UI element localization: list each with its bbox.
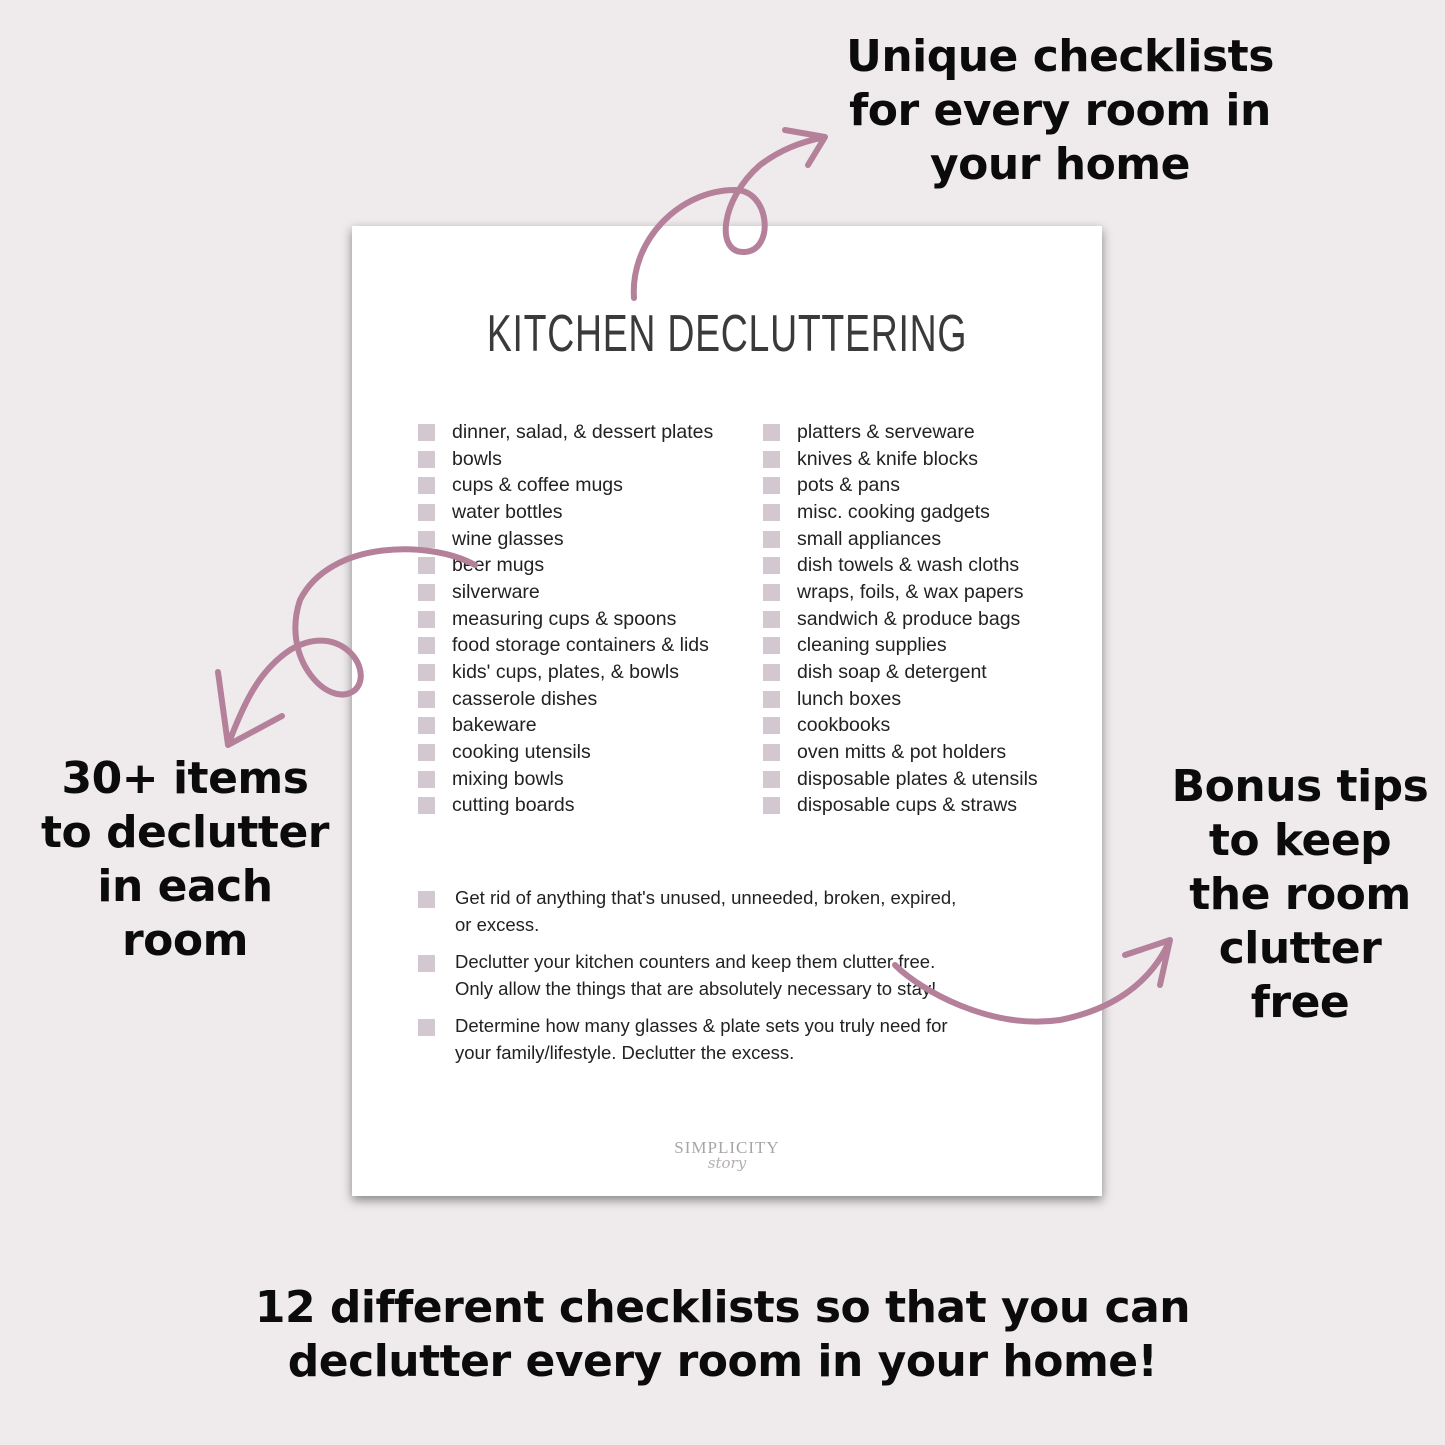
checklist-item: [418, 526, 713, 553]
annotation-line: Unique checklists: [846, 31, 1274, 82]
checkbox[interactable]: [763, 424, 780, 441]
tip-text: [455, 884, 956, 938]
checklist-item-label: wraps, foils, & wax papers: [797, 580, 1024, 603]
checkbox[interactable]: [763, 477, 780, 494]
checklist-item-label: cooking utensils: [452, 741, 591, 764]
checklist-item: [763, 579, 1038, 606]
checklist-item: [763, 552, 1038, 579]
checkbox[interactable]: [418, 531, 435, 548]
checklist-item: [418, 499, 713, 526]
checklist-item: [763, 472, 1038, 499]
tip-text: [455, 948, 936, 1002]
checklist-item: [763, 419, 1038, 446]
annotation-line: for every room in: [849, 85, 1271, 136]
checklist-item: [418, 659, 713, 686]
tip-item: [418, 948, 1058, 1002]
checklist-item-label: oven mitts & pot holders: [797, 741, 1007, 764]
annotation-line: 30+ items: [61, 753, 309, 804]
checklist-item: [418, 793, 713, 820]
checklist-item: [418, 633, 713, 660]
checklist-item-label: platters & serveware: [797, 420, 975, 443]
checklist-item-label: wine glasses: [452, 527, 564, 550]
checkbox[interactable]: [418, 504, 435, 521]
checkbox[interactable]: [418, 691, 435, 708]
checklist-item: [418, 579, 713, 606]
checklist-item-label: dish soap & detergent: [797, 661, 987, 684]
annotation-line: room: [121, 915, 248, 966]
checklist-item-label: sandwich & produce bags: [797, 607, 1021, 630]
checklist-item: [418, 472, 713, 499]
tips-list: [418, 884, 1058, 1076]
tip-item: [418, 1012, 1058, 1066]
tip-item: [418, 884, 1058, 938]
checkbox[interactable]: [418, 1019, 435, 1036]
checklist-item-label: bowls: [452, 447, 502, 470]
checkbox[interactable]: [418, 477, 435, 494]
checklist-item-label: food storage containers & lids: [452, 634, 709, 657]
checkbox[interactable]: [763, 771, 780, 788]
tip-line: Get rid of anything that's unused, unneeded, broken, expired,: [455, 887, 957, 908]
checkbox[interactable]: [418, 891, 435, 908]
checklist-item: [418, 419, 713, 446]
checklist-title: KITCHEN DECLUTTERING: [486, 305, 968, 363]
checklist-item-label: mixing bowls: [452, 767, 564, 790]
checklist-item: [418, 552, 713, 579]
tip-line: Determine how many glasses & plate sets you truly need for: [455, 1015, 948, 1036]
right-item-column: [763, 419, 1038, 819]
checkbox[interactable]: [763, 797, 780, 814]
checklist-item: [763, 713, 1038, 740]
checkbox[interactable]: [763, 584, 780, 601]
checkbox[interactable]: [418, 424, 435, 441]
checkbox[interactable]: [418, 797, 435, 814]
checklist-item: [418, 739, 713, 766]
checklist-item: [763, 526, 1038, 553]
checklist-item: [763, 766, 1038, 793]
checklist-item: [763, 686, 1038, 713]
checklist-item-label: beer mugs: [452, 554, 545, 577]
checkbox[interactable]: [763, 637, 780, 654]
checklist-item: [763, 659, 1038, 686]
checkbox[interactable]: [763, 611, 780, 628]
left-item-column: [418, 419, 713, 819]
checkbox[interactable]: [418, 771, 435, 788]
tip-text: [455, 1012, 948, 1066]
checklist-item-label: cutting boards: [452, 794, 575, 817]
annotation-bonus-tips: [1160, 760, 1440, 1030]
checkbox[interactable]: [418, 584, 435, 601]
annotation-line: to declutter: [40, 807, 329, 858]
checklist-page: [352, 226, 1102, 1196]
checklist-item-label: kids' cups, plates, & bowls: [452, 661, 679, 684]
checkbox[interactable]: [418, 611, 435, 628]
annotation-twelve-checklists: [0, 1281, 1445, 1389]
tip-line: your family/lifestyle. Declutter the excess.: [455, 1042, 795, 1063]
checkbox[interactable]: [418, 637, 435, 654]
checklist-item-label: bakeware: [452, 714, 537, 737]
checkbox[interactable]: [763, 717, 780, 734]
checkbox[interactable]: [418, 664, 435, 681]
checklist-item-label: disposable plates & utensils: [797, 767, 1038, 790]
tip-line: Only allow the things that are absolutely necessary to stay!: [455, 978, 937, 999]
checklist-item-label: cookbooks: [797, 714, 891, 737]
checklist-item-label: small appliances: [797, 527, 942, 550]
annotation-line: declutter every room in your home!: [287, 1336, 1158, 1387]
checklist-item-label: silverware: [452, 580, 540, 603]
checklist-item: [763, 793, 1038, 820]
checklist-item: [418, 606, 713, 633]
checkbox[interactable]: [763, 531, 780, 548]
checkbox[interactable]: [418, 451, 435, 468]
annotation-line: the room: [1189, 869, 1411, 920]
checklist-item: [763, 499, 1038, 526]
checklist-item-label: water bottles: [452, 500, 563, 523]
checkbox[interactable]: [763, 691, 780, 708]
annotation-line: 12 different checklists so that you can: [254, 1282, 1191, 1333]
checkbox[interactable]: [763, 664, 780, 681]
annotation-items-count: [30, 752, 340, 968]
checkbox[interactable]: [418, 955, 435, 972]
checklist-item: [763, 739, 1038, 766]
checklist-item-label: disposable cups & straws: [797, 794, 1018, 817]
checklist-item: [418, 766, 713, 793]
checklist-item: [763, 606, 1038, 633]
checkbox[interactable]: [763, 451, 780, 468]
checklist-item: [418, 446, 713, 473]
checklist-item-label: casserole dishes: [452, 687, 598, 710]
checklist-item-label: misc. cooking gadgets: [797, 500, 990, 523]
checklist-item: [763, 633, 1038, 660]
checklist-item-label: dinner, salad, & dessert plates: [452, 420, 714, 443]
annotation-line: free: [1250, 977, 1350, 1028]
logo-text: SIMPLICITY: [674, 1138, 780, 1157]
annotation-line: to keep: [1208, 815, 1392, 866]
annotation-line: in each: [97, 861, 273, 912]
checkbox[interactable]: [418, 557, 435, 574]
checklist-item-label: cleaning supplies: [797, 634, 947, 657]
checkbox[interactable]: [418, 744, 435, 761]
checkbox[interactable]: [763, 744, 780, 761]
checklist-item-label: knives & knife blocks: [797, 447, 978, 470]
checklist-item-label: dish towels & wash cloths: [797, 554, 1020, 577]
annotation-unique-checklists: [830, 30, 1290, 192]
checkbox[interactable]: [763, 557, 780, 574]
tip-line: Declutter your kitchen counters and keep them clutter free.: [455, 951, 936, 972]
annotation-line: clutter: [1218, 923, 1382, 974]
checklist-item-label: pots & pans: [797, 474, 900, 497]
checklist-item: [418, 713, 713, 740]
checklist-item-label: measuring cups & spoons: [452, 607, 677, 630]
checkbox[interactable]: [418, 717, 435, 734]
checklist-item-label: cups & coffee mugs: [452, 474, 623, 497]
annotation-line: your home: [930, 139, 1190, 190]
tip-line: or excess.: [455, 914, 540, 935]
checklist-item: [418, 686, 713, 713]
checkbox[interactable]: [763, 504, 780, 521]
annotation-line: Bonus tips: [1171, 761, 1429, 812]
checklist-item: [763, 446, 1038, 473]
logo-script: story: [707, 1154, 747, 1172]
checklist-item-label: lunch boxes: [797, 687, 902, 710]
